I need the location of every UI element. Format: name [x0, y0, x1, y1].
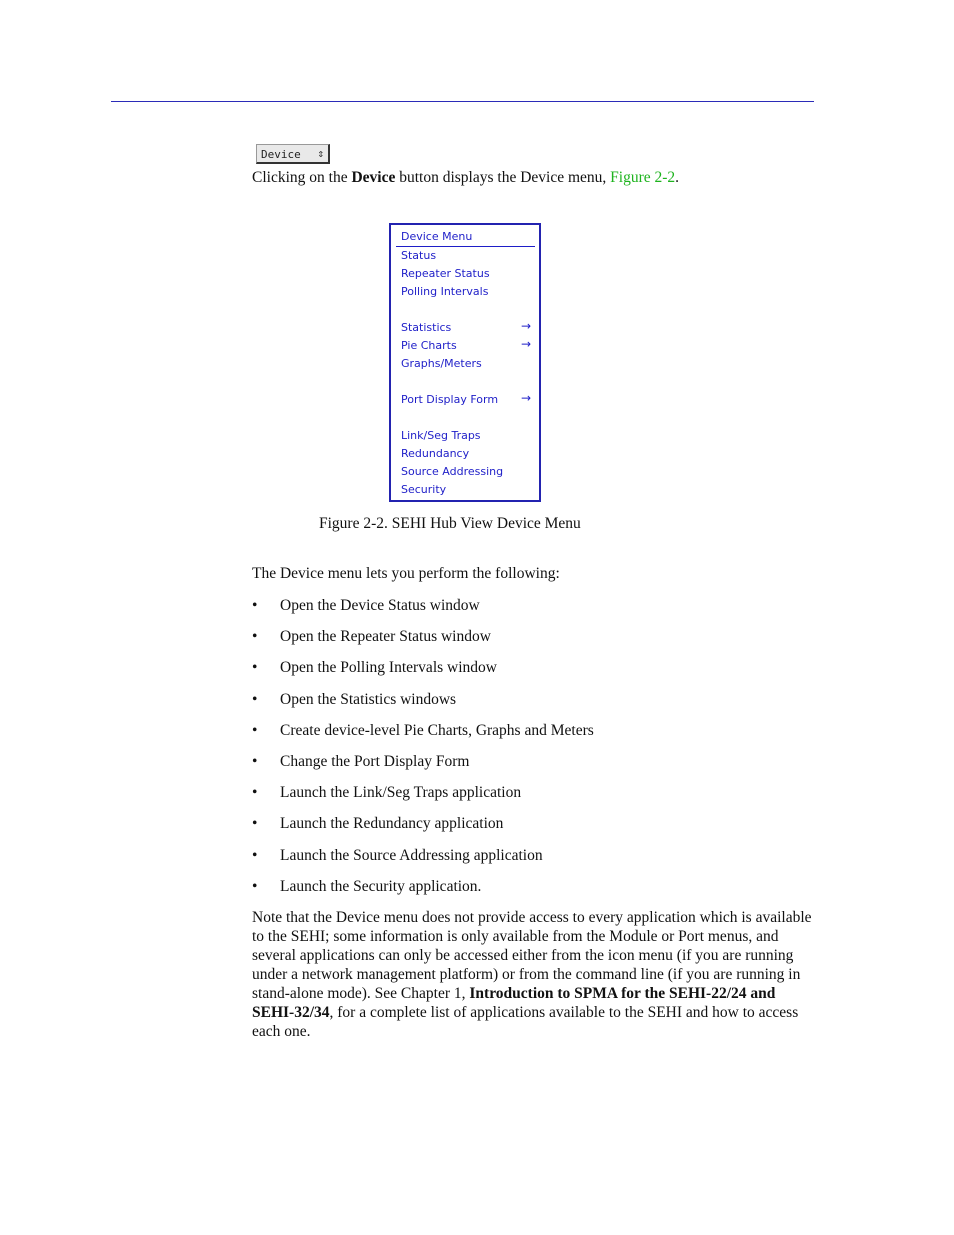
device-menu	[389, 223, 541, 502]
submenu-arrow-icon: →	[520, 319, 531, 333]
header-rule	[111, 101, 814, 102]
device-button-label: Device	[261, 148, 301, 161]
bullet-icon: •	[252, 784, 258, 802]
menu-item-repeater-status[interactable]: Repeater Status	[401, 267, 490, 280]
menu-item-security[interactable]: Security	[401, 483, 447, 496]
submenu-arrow-icon: →	[520, 337, 531, 351]
bullet-icon: •	[252, 659, 258, 677]
bullet-icon: •	[252, 597, 258, 614]
note-paragraph: Note that the Device menu does not provide access to every application which is available to the SEHI; some information is only available from the Module or Port menus, and several applications can only be accessed either from the icon menu (if you are running under a network management platform) or from the command line (if you are running in stand-alone mode). See Chapter 1, Introduction to SPMA for the SEHI-22/24 and SEHI-32/34, for a complete list of applications available to the SEHI and how to access each one.	[252, 909, 812, 1040]
device-button[interactable]	[256, 144, 330, 164]
menu-item-source-addressing[interactable]: Source Addressing	[401, 465, 504, 478]
device-menu-title: Device Menu	[401, 230, 473, 243]
menu-item-polling-intervals[interactable]: Polling Intervals	[401, 285, 489, 298]
list-intro: The Device menu lets you perform the following:	[252, 565, 560, 582]
bullet-icon: •	[252, 877, 258, 895]
bullet-icon: •	[252, 752, 258, 770]
dropdown-arrow-icon: ⇕	[317, 147, 324, 160]
device-bold: Device	[351, 169, 396, 186]
intro-sentence: Clicking on the Device button displays the Device menu, Figure 2-2.	[252, 169, 680, 186]
menu-item-status[interactable]: Status	[401, 249, 437, 262]
bullet-icon: •	[252, 846, 258, 864]
menu-item-port-display-form[interactable]: Port Display Form	[401, 393, 499, 406]
menu-item-statistics[interactable]: Statistics	[401, 321, 452, 334]
chapter-title: Introduction to SPMA for the SEHI-22/24 and SEHI-32/34	[252, 985, 776, 1021]
figure-caption: Figure 2-2. SEHI Hub View Device Menu	[319, 515, 581, 532]
menu-item-redundancy[interactable]: Redundancy	[401, 447, 470, 460]
menu-item-link-seg-traps[interactable]: Link/Seg Traps	[401, 429, 481, 442]
bullet-icon: •	[252, 815, 258, 833]
figure-link[interactable]: Figure 2-2	[610, 169, 676, 186]
menu-title-divider	[396, 246, 535, 247]
menu-item-graphs-meters[interactable]: Graphs/Meters	[401, 357, 482, 370]
bullet-icon: •	[252, 628, 258, 646]
bullet-icon: •	[252, 690, 258, 708]
bullet-icon: •	[252, 721, 258, 739]
menu-item-pie-charts[interactable]: Pie Charts	[401, 339, 457, 352]
submenu-arrow-icon: →	[520, 391, 531, 405]
